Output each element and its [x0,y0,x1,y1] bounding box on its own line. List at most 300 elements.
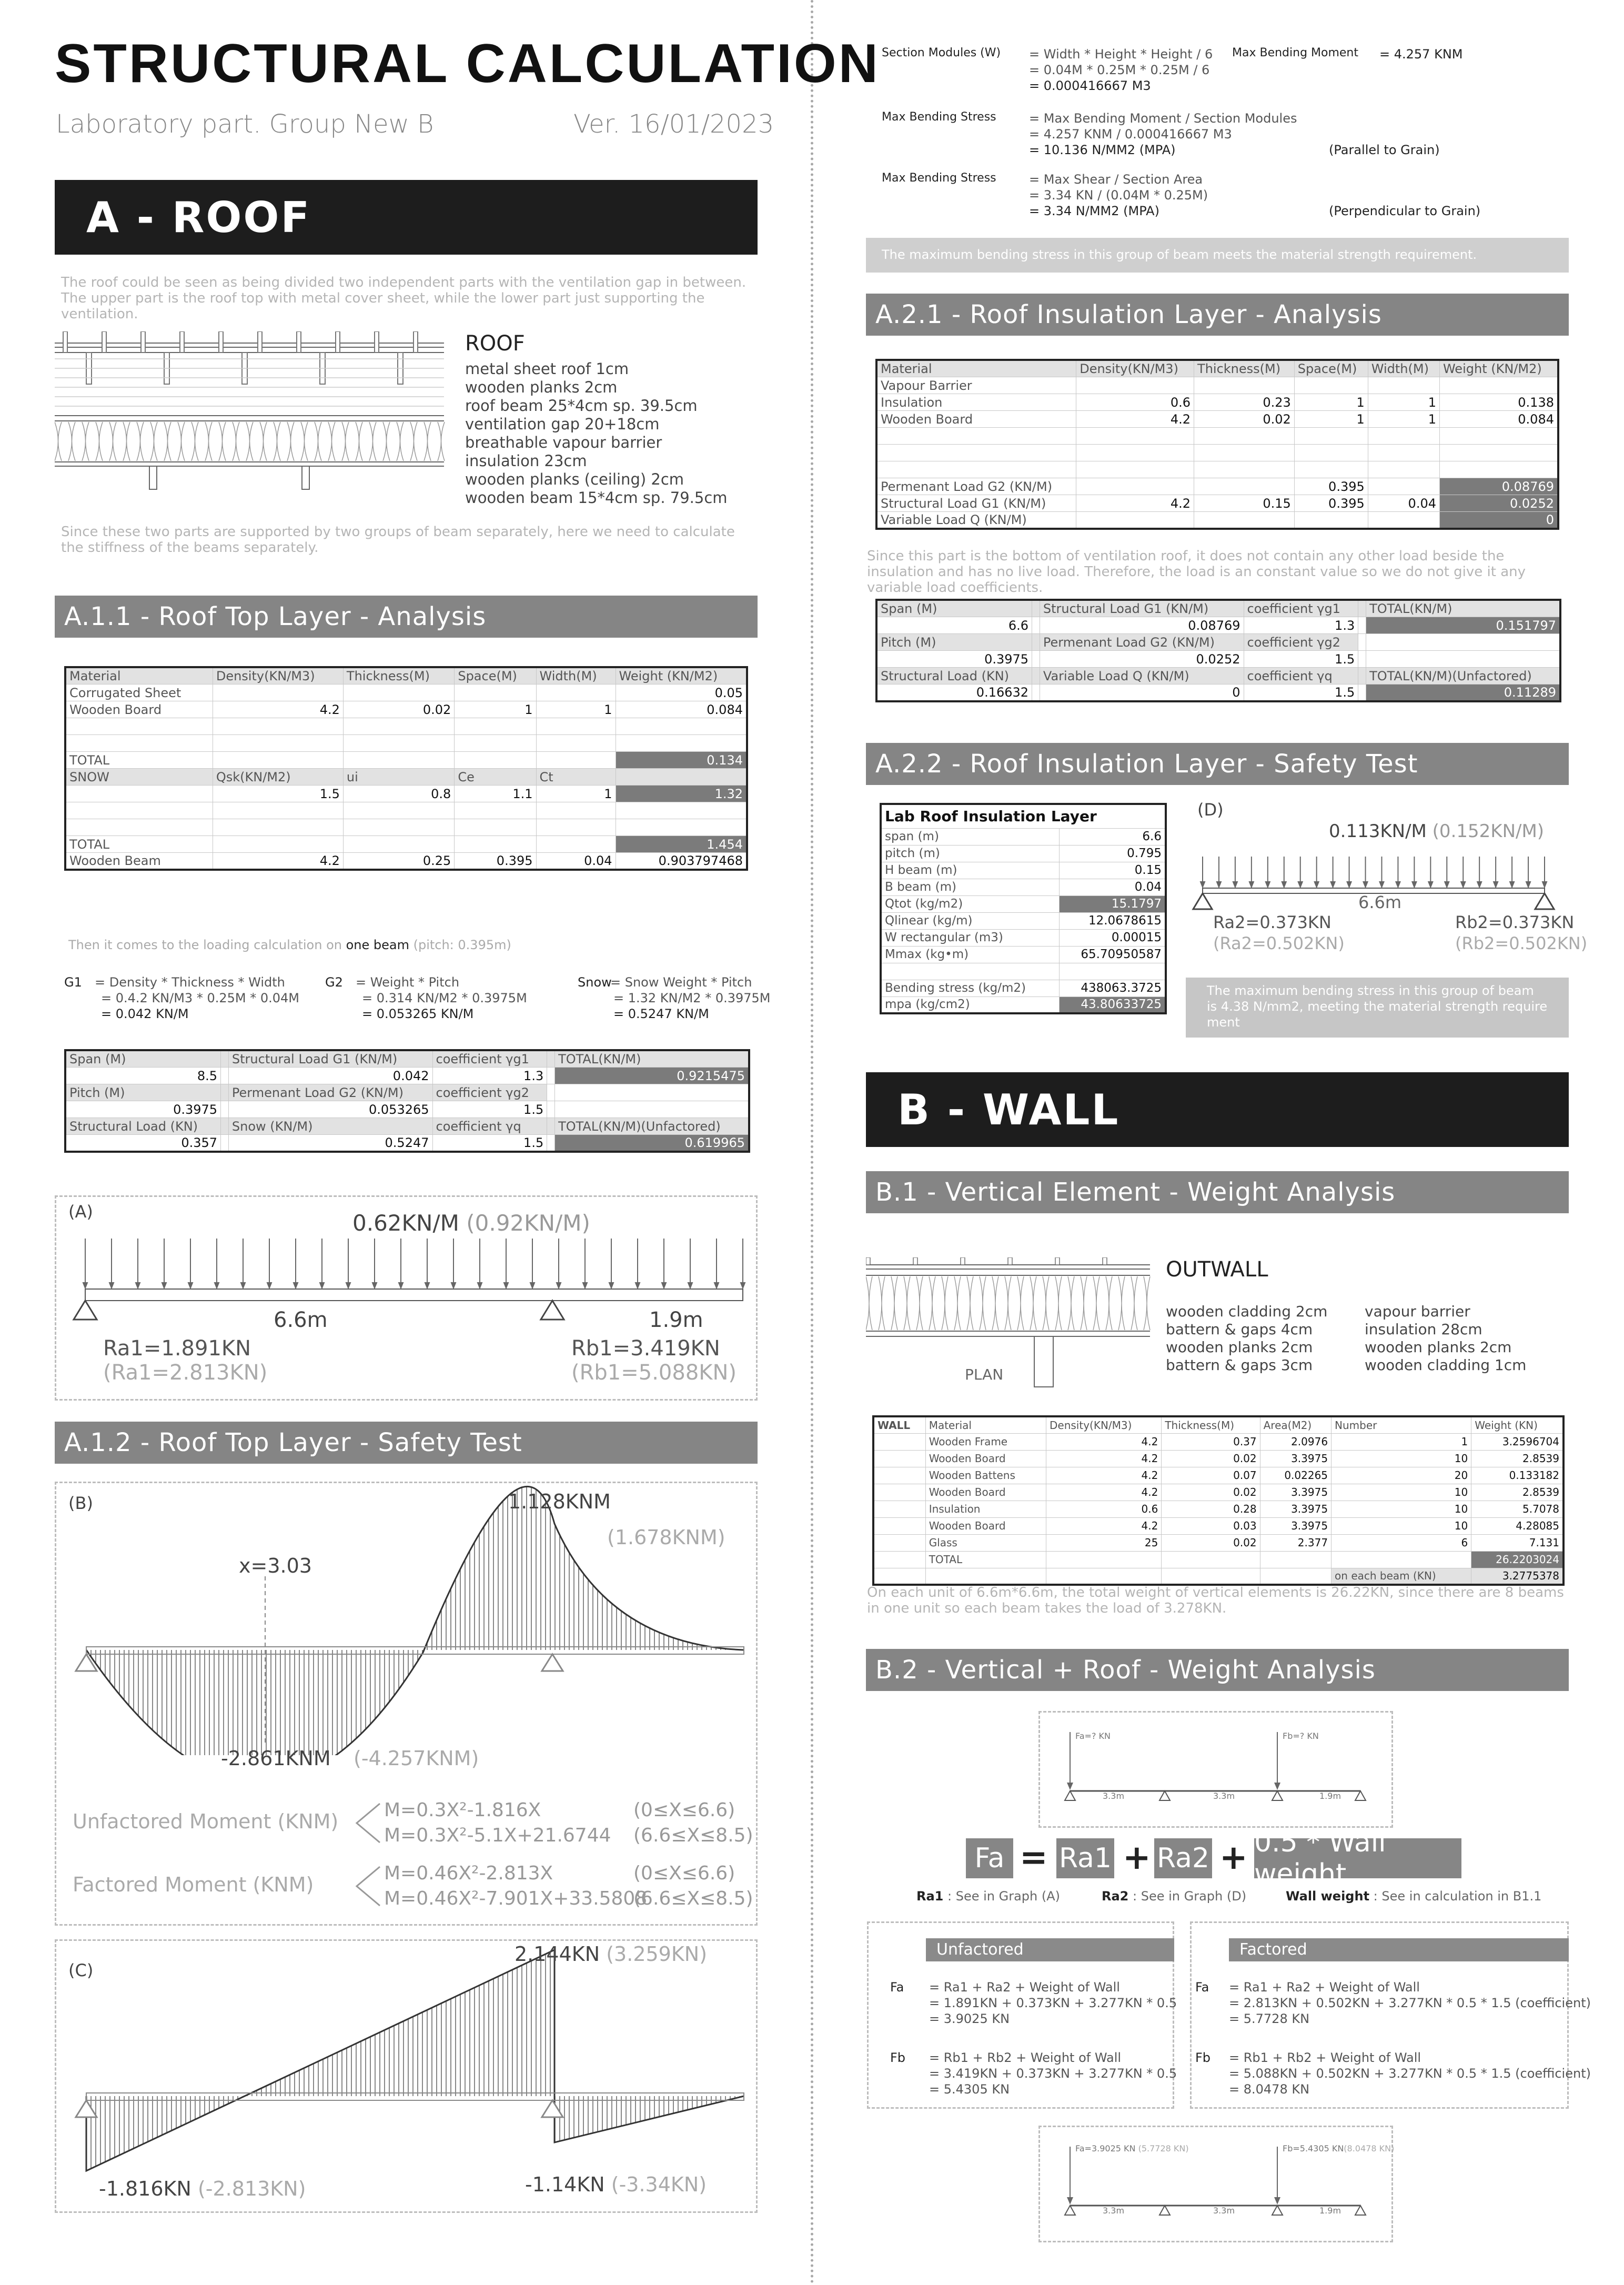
insulation-stroke [904,1276,910,1330]
insulation-stroke [328,422,335,461]
table-cell [1260,1551,1331,1568]
roof-layer-4: breathable vapour barrier [465,434,662,451]
table-cell [1358,617,1366,634]
table-cell [1194,445,1295,461]
table-cell [343,685,454,701]
a11-loading-note: Then it comes to the loading calculation on one beam (pitch: 0.395m) [68,938,511,952]
table-cell [1032,634,1040,651]
wall-stud [1103,1257,1107,1265]
insulation-stroke [178,422,185,461]
table-cell: 0.08769 [1439,478,1558,495]
table-cell: coefficient γq [432,1118,547,1135]
load-arrow-head [714,1283,719,1288]
legend-ra2: Ra2 : See in Graph (D) [1102,1889,1247,1904]
a22-result-banner: The maximum bending stress in this group of beam is 4.38 N/mm2, meeting the material strength require ment [1186,978,1569,1038]
table-row [65,667,747,685]
table-cell [616,819,747,836]
table-cell: 5.7078 [1471,1501,1564,1517]
rafter [219,331,223,353]
wall-layer-b-1: insulation 28cm [1365,1321,1482,1338]
bending-stress-1-formula: = Max Bending Moment / Section Modules = 4.257 KNM / 0.000416667 M3 = 10.136 N/MM2 (MPA) [1029,111,1297,157]
table-cell: 1.5 [432,1101,547,1118]
insulation-stroke [219,422,226,461]
table-cell [1358,651,1366,668]
load-arrow-head [136,1283,140,1288]
table-cell [343,802,454,819]
insulation-stroke [137,422,144,461]
header-cell: Thickness(M) [1162,1416,1260,1433]
table-cell: 3.3975 [1260,1450,1331,1467]
table-cell: 25 [1046,1534,1162,1551]
legend-wall-weight: Wall weight : See in calculation in B1.1 [1286,1889,1542,1904]
table-row [65,1101,749,1118]
factored-range2: (6.6≤X≤8.5) [633,1888,753,1909]
table-cell [1439,461,1558,478]
table-row [873,1467,1564,1484]
a21-note: Since this part is the bottom of ventilation roof, it does not contain any other load beside the insulation and has no live load. Therefore, the load is an constant value so we do not give it any variable load coefficients. [867,548,1526,596]
table-cell [1366,651,1560,668]
table-cell [616,735,747,752]
table-cell [1076,377,1194,394]
table-cell [873,1450,925,1467]
table-row [65,1135,749,1152]
table-cell [925,1568,1046,1585]
graph-b-min: -2.861KNM [221,1747,331,1770]
g1-formula: G1 = Density * Thickness * Width = 0.4.2 KN/M3 * 0.25M * 0.04M = 0.042 KN/M [64,975,299,1021]
table-cell: on each beam (KN) [1332,1568,1471,1585]
table-cell [1076,445,1194,461]
table-cell: 1.3 [432,1068,547,1084]
table-cell [547,1050,555,1068]
unf-fb-formula: = Rb1 + Rb2 + Weight of Wall = 3.419KN + 0.373KN + 3.277KN * 0.5 = 5.4305 KN [929,2050,1177,2097]
table-cell [343,819,454,836]
unf-fa-formula: = Ra1 + Ra2 + Weight of Wall = 1.891KN + 0.373KN + 3.277KN * 0.5 = 3.9025 KN [929,1980,1177,2026]
wall-layer-a-1: battern & gaps 4cm [1166,1321,1313,1338]
insulation-stroke [916,1276,923,1330]
table-cell: TOTAL(KN/M) [1366,600,1560,617]
table-cell: 2.377 [1260,1534,1331,1551]
table-cell [873,1467,925,1484]
diag2-span1: 3.3m [1103,2206,1125,2216]
unfactored-range2: (6.6≤X≤8.5) [633,1825,753,1846]
graph-b-tag: (B) [68,1493,93,1513]
wall-weight-table [872,1415,1565,1586]
table-cell: 1.5 [1244,685,1358,702]
max-bending-moment-label: Max Bending Moment [1232,46,1359,59]
rafter [63,331,67,353]
graph-a-ra1-factored: (Ra1=2.813KN) [103,1361,268,1385]
table-cell: Wooden Board [925,1450,1046,1467]
table-cell: Permenant Load G2 (KN/M) [228,1084,432,1101]
load-arrow-head [162,1283,166,1288]
table-cell: 6.6 [876,617,1032,634]
table-cell [455,718,536,735]
factored-moment-label: Factored Moment (KNM) [73,1873,314,1896]
table-cell: 1.3 [1244,617,1358,634]
table-row [65,735,747,752]
load-arrow-head [399,1283,403,1288]
table-cell: 0.9215475 [555,1068,749,1084]
table-cell [1032,600,1040,617]
table-cell: 0 [1439,512,1558,529]
table-row [881,946,1166,963]
table-cell: 3.3975 [1260,1484,1331,1501]
insulation-stroke [954,1276,961,1330]
table-cell: 1.5 [213,786,343,802]
table-cell: 6.6 [1060,828,1166,845]
table-cell [873,1568,925,1585]
graph-a-load: 0.62KN/M (0.92KN/M) [352,1210,590,1236]
table-cell [65,802,213,819]
insulation-stroke [1055,1276,1062,1330]
table-cell: Wooden Board [876,411,1076,428]
table-cell: TOTAL(KN/M) [555,1050,749,1068]
table-cell [1076,461,1194,478]
table-cell: 1.5 [1244,651,1358,668]
table-cell: 1.32 [616,786,747,802]
load-arrow-head [1233,882,1237,887]
insulation-stroke [1081,1276,1087,1330]
load-arrow-head [267,1283,271,1288]
table-cell: 438063.3725 [1060,980,1166,996]
table-row [881,845,1166,862]
roof-layer-5: insulation 23cm [465,452,587,470]
table-cell [1368,512,1439,529]
load-arrow-head [1364,882,1368,887]
insulation-stroke [82,422,89,461]
table-cell [455,802,536,819]
table-row [876,495,1558,512]
table-cell: Span (M) [876,600,1032,617]
insulation-stroke [55,422,62,461]
load-arrow-head [1461,882,1465,887]
table-cell: Bending stress (kg/m2) [881,980,1060,996]
table-cell: 3.3975 [1260,1501,1331,1517]
table-cell [455,685,536,701]
graph-d-rb2-factored: (Rb2=0.502KN) [1455,933,1588,953]
table-cell: 1 [1332,1433,1471,1450]
diag2-span3: 1.9m [1319,2206,1341,2216]
table-cell: 4.2 [1046,1433,1162,1450]
table-cell [1032,651,1040,668]
table-cell [547,1135,555,1152]
wall-stud [1008,1257,1012,1265]
wall-stud [866,1257,870,1265]
table-cell: 3.2596704 [1471,1433,1564,1450]
header-cell: ui [343,769,454,786]
diag1-span3: 1.9m [1319,1791,1341,1801]
table-cell: 0.084 [1439,411,1558,428]
load-arrow-head [1379,882,1384,887]
table-cell: Span (M) [65,1050,221,1068]
graph-d-tag: (D) [1197,800,1224,820]
table-cell [547,1118,555,1135]
table-cell [1332,1551,1471,1568]
table-cell: Insulation [925,1501,1046,1517]
table-cell [1358,668,1366,685]
insulation-stroke [1005,1276,1011,1330]
table-row [876,685,1560,702]
table-cell: 0.11289 [1366,685,1560,702]
insulation-stroke [879,1276,885,1330]
table-cell [455,735,536,752]
factored-bracket [354,1863,385,1910]
graph-c-shear-diagram [55,1939,758,2213]
header-cell: Material [925,1416,1046,1433]
insulation-stroke [96,422,103,461]
bending-stress-2-note: (Perpendicular to Grain) [1329,204,1481,218]
table-cell: Wooden Beam [65,853,213,870]
table-cell: Structural Load G1 (KN/M) [1040,600,1244,617]
table-cell: 0.5247 [228,1135,432,1152]
legend-ra1: Ra1 : See in Graph (A) [916,1889,1061,1904]
table-cell [1162,1551,1260,1568]
table-cell: 0.04 [1368,495,1439,512]
table-cell: 0.15 [1194,495,1295,512]
table-cell [873,1484,925,1501]
table-cell [213,836,343,853]
table-cell: Structural Load (KN) [876,668,1032,685]
load-arrow-head [636,1283,640,1288]
factored-title: Factored [1229,1938,1569,1961]
wall-layer-b-3: wooden cladding 1cm [1365,1356,1527,1374]
table-row [873,1416,1564,1433]
load-arrow-head [188,1283,193,1288]
load-arrow-head [294,1283,298,1288]
load-arrow-head [1445,882,1449,887]
insulation-stroke [1118,1276,1125,1330]
header-cell: Weight (KN/M2) [616,667,747,685]
table-row [873,1501,1564,1517]
graph-b-moment-diagram [55,1482,758,1755]
table-row [65,802,747,819]
load-arrow-head [1347,882,1351,887]
insulation-stroke [1144,1276,1150,1330]
table-cell: TOTAL(KN/M)(Unfactored) [555,1118,749,1135]
table-cell: pitch (m) [881,845,1060,862]
table-cell: 10 [1332,1501,1471,1517]
header-cell: Thickness(M) [343,667,454,685]
insulation-stroke [1030,1276,1036,1330]
table-cell [547,1084,555,1101]
table-cell: 0.03 [1162,1517,1260,1534]
table-cell: 3.2775378 [1471,1568,1564,1585]
table-row [65,836,747,853]
insulation-stroke [123,422,130,461]
roof-layer-list [465,360,728,507]
table-cell: 0.6 [1046,1501,1162,1517]
table-cell: 0.02265 [1260,1467,1331,1484]
load-arrow-head [1217,882,1221,887]
table-cell: 0.05 [616,685,747,701]
load-arrow-head [1542,882,1547,887]
table-cell [616,802,747,819]
bending-stress-1-label: Max Bending Stress [882,110,996,124]
table-cell: 0.02 [1162,1534,1260,1551]
insulation-stroke [438,422,445,461]
b2-title: B.2 - Vertical + Roof - Weight Analysis [875,1655,1376,1685]
table-cell: 0.02 [1194,411,1295,428]
load-arrow-head [1266,882,1270,887]
table-cell: span (m) [881,828,1060,845]
table-cell: 1.5 [432,1135,547,1152]
table-cell: 0.084 [616,701,747,718]
table-row [876,394,1558,411]
graph-a-span2: 1.9m [649,1308,703,1332]
table-cell: 4.2 [1076,495,1194,512]
table-cell [873,1501,925,1517]
a22-title: A.2.2 - Roof Insulation Layer - Safety Test [875,749,1418,779]
table-cell: 15.1797 [1060,895,1166,912]
insulation-stroke [397,422,404,461]
table-cell [1358,600,1366,617]
table-row [65,1068,749,1084]
table-row [881,828,1166,845]
insulation-stroke [287,422,294,461]
table-cell [343,752,454,769]
table-row [881,996,1166,1013]
insulation-stroke [109,422,116,461]
graph-a-ra1: Ra1=1.891KN [103,1336,251,1361]
rafter [102,331,106,353]
table-cell [1294,377,1368,394]
table-cell: 0.0252 [1040,651,1244,668]
header-cell: Number [1332,1416,1471,1433]
fac-fa-label: Fa [1195,1980,1209,1995]
table-cell [1439,445,1558,461]
load-arrow-head [1331,882,1335,887]
table-row [876,428,1558,445]
table-cell [1194,512,1295,529]
table-cell: Structural Load (KN) [65,1118,221,1135]
table-cell [536,718,616,735]
insulation-stroke [967,1276,973,1330]
wall-layer-a-0: wooden cladding 2cm [1166,1303,1328,1320]
table-cell: Wooden Battens [925,1467,1046,1484]
load-arrow-head [1494,882,1498,887]
load-arrow-head [241,1283,245,1288]
rafter [375,331,379,353]
table-row [881,804,1166,828]
table-cell [1076,478,1194,495]
insulation-stroke [260,422,267,461]
load-arrow-head [451,1283,456,1288]
load-arrow-head [1477,882,1481,887]
graph-d-load: 0.113KN/M (0.152KN/M) [1329,821,1545,842]
table-cell: 4.2 [1046,1467,1162,1484]
header-cell: Density(KN/M3) [1076,360,1194,377]
table-row [65,701,747,718]
graph-d-ra2-factored: (Ra2=0.502KN) [1213,933,1345,953]
table-cell [616,718,747,735]
rafter [336,331,340,353]
table-cell [536,752,616,769]
load-arrow-head [583,1283,587,1288]
header-cell: Density(KN/M3) [213,667,343,685]
insulation-stroke [992,1276,998,1330]
table-row [876,445,1558,461]
table-cell: 0.07 [1162,1467,1260,1484]
table-cell [1294,512,1368,529]
table-cell: 0.357 [65,1135,221,1152]
outwall-layers-2 [1365,1303,1526,1374]
table-cell [1439,377,1558,394]
table-cell: 0.138 [1439,394,1558,411]
table-cell [221,1118,229,1135]
table-row [873,1551,1564,1568]
load-arrow-head [1315,882,1319,887]
table-cell: 4.2 [1046,1450,1162,1467]
table-cell [873,1551,925,1568]
header-cell: Density(KN/M3) [1046,1416,1162,1433]
g2-formula: G2 = Weight * Pitch = 0.314 KN/M2 * 0.3975M = 0.053265 KN/M [325,975,527,1021]
table-cell: 1 [1294,411,1368,428]
a12-header [55,1422,758,1464]
a21-load-table [875,599,1561,702]
table-cell: Snow (KN/M) [228,1118,432,1135]
a11-header [55,596,758,638]
table-row [881,963,1166,980]
table-cell: 12.0678615 [1060,912,1166,929]
eq-equals: = [1020,1838,1048,1877]
load-arrow-head [1201,882,1205,887]
table-cell [343,735,454,752]
table-cell: 0.134 [616,752,747,769]
table-cell: 10 [1332,1484,1471,1501]
unfactored-range1: (0≤X≤6.6) [633,1799,735,1821]
table-cell [213,752,343,769]
load-arrow-head [1282,882,1286,887]
table-row [876,651,1560,668]
table-cell: 0.15 [1060,862,1166,879]
table-cell: 4.28085 [1471,1517,1564,1534]
table-cell: 0.0252 [1439,495,1558,512]
table-row [876,478,1558,495]
factored-range1: (0≤X≤6.6) [633,1863,735,1884]
roof-intro: The roof could be seen as being divided two independent parts with the ventilation gap in between. The upper part is the roof top with metal cover sheet, while the lower part just supporting the ventilation. [61,275,747,322]
table-cell [1260,1568,1331,1585]
insulation-stroke [68,422,75,461]
unfactored-moment-label: Unfactored Moment (KNM) [73,1810,339,1833]
diag1-fa: Fa=? KN [1075,1731,1111,1741]
table-cell: Wooden Board [925,1484,1046,1501]
table-cell [536,836,616,853]
insulation-stroke [233,422,239,461]
table-cell: TOTAL(KN/M)(Unfactored) [1366,668,1560,685]
table-cell: 4.2 [213,853,343,870]
table-cell [1194,478,1295,495]
table-cell: TOTAL [65,836,213,853]
table-cell [1046,1568,1162,1585]
table-row [65,1050,749,1068]
wall-layer-a-2: wooden planks 2cm [1166,1338,1313,1356]
table-row [876,634,1560,651]
unfactored-eq1: M=0.3X²-1.816X [384,1799,541,1821]
table-cell [1368,377,1439,394]
diag1-span1: 3.3m [1103,1791,1125,1801]
wall-stud [1055,1257,1060,1265]
table-row [876,600,1560,617]
table-row [65,819,747,836]
a21-header [866,294,1569,336]
graph-c-mid: -1.14KN (-3.34KN) [525,2173,707,2196]
eq-wall-weight: 0.5 * Wall weight [1254,1838,1461,1878]
outwall-layers-1 [1166,1303,1327,1374]
table-cell: 2.0976 [1260,1433,1331,1450]
table-cell: 0.903797468 [616,853,747,870]
insulation-stroke [410,422,417,461]
table-cell: 0.395 [1294,495,1368,512]
